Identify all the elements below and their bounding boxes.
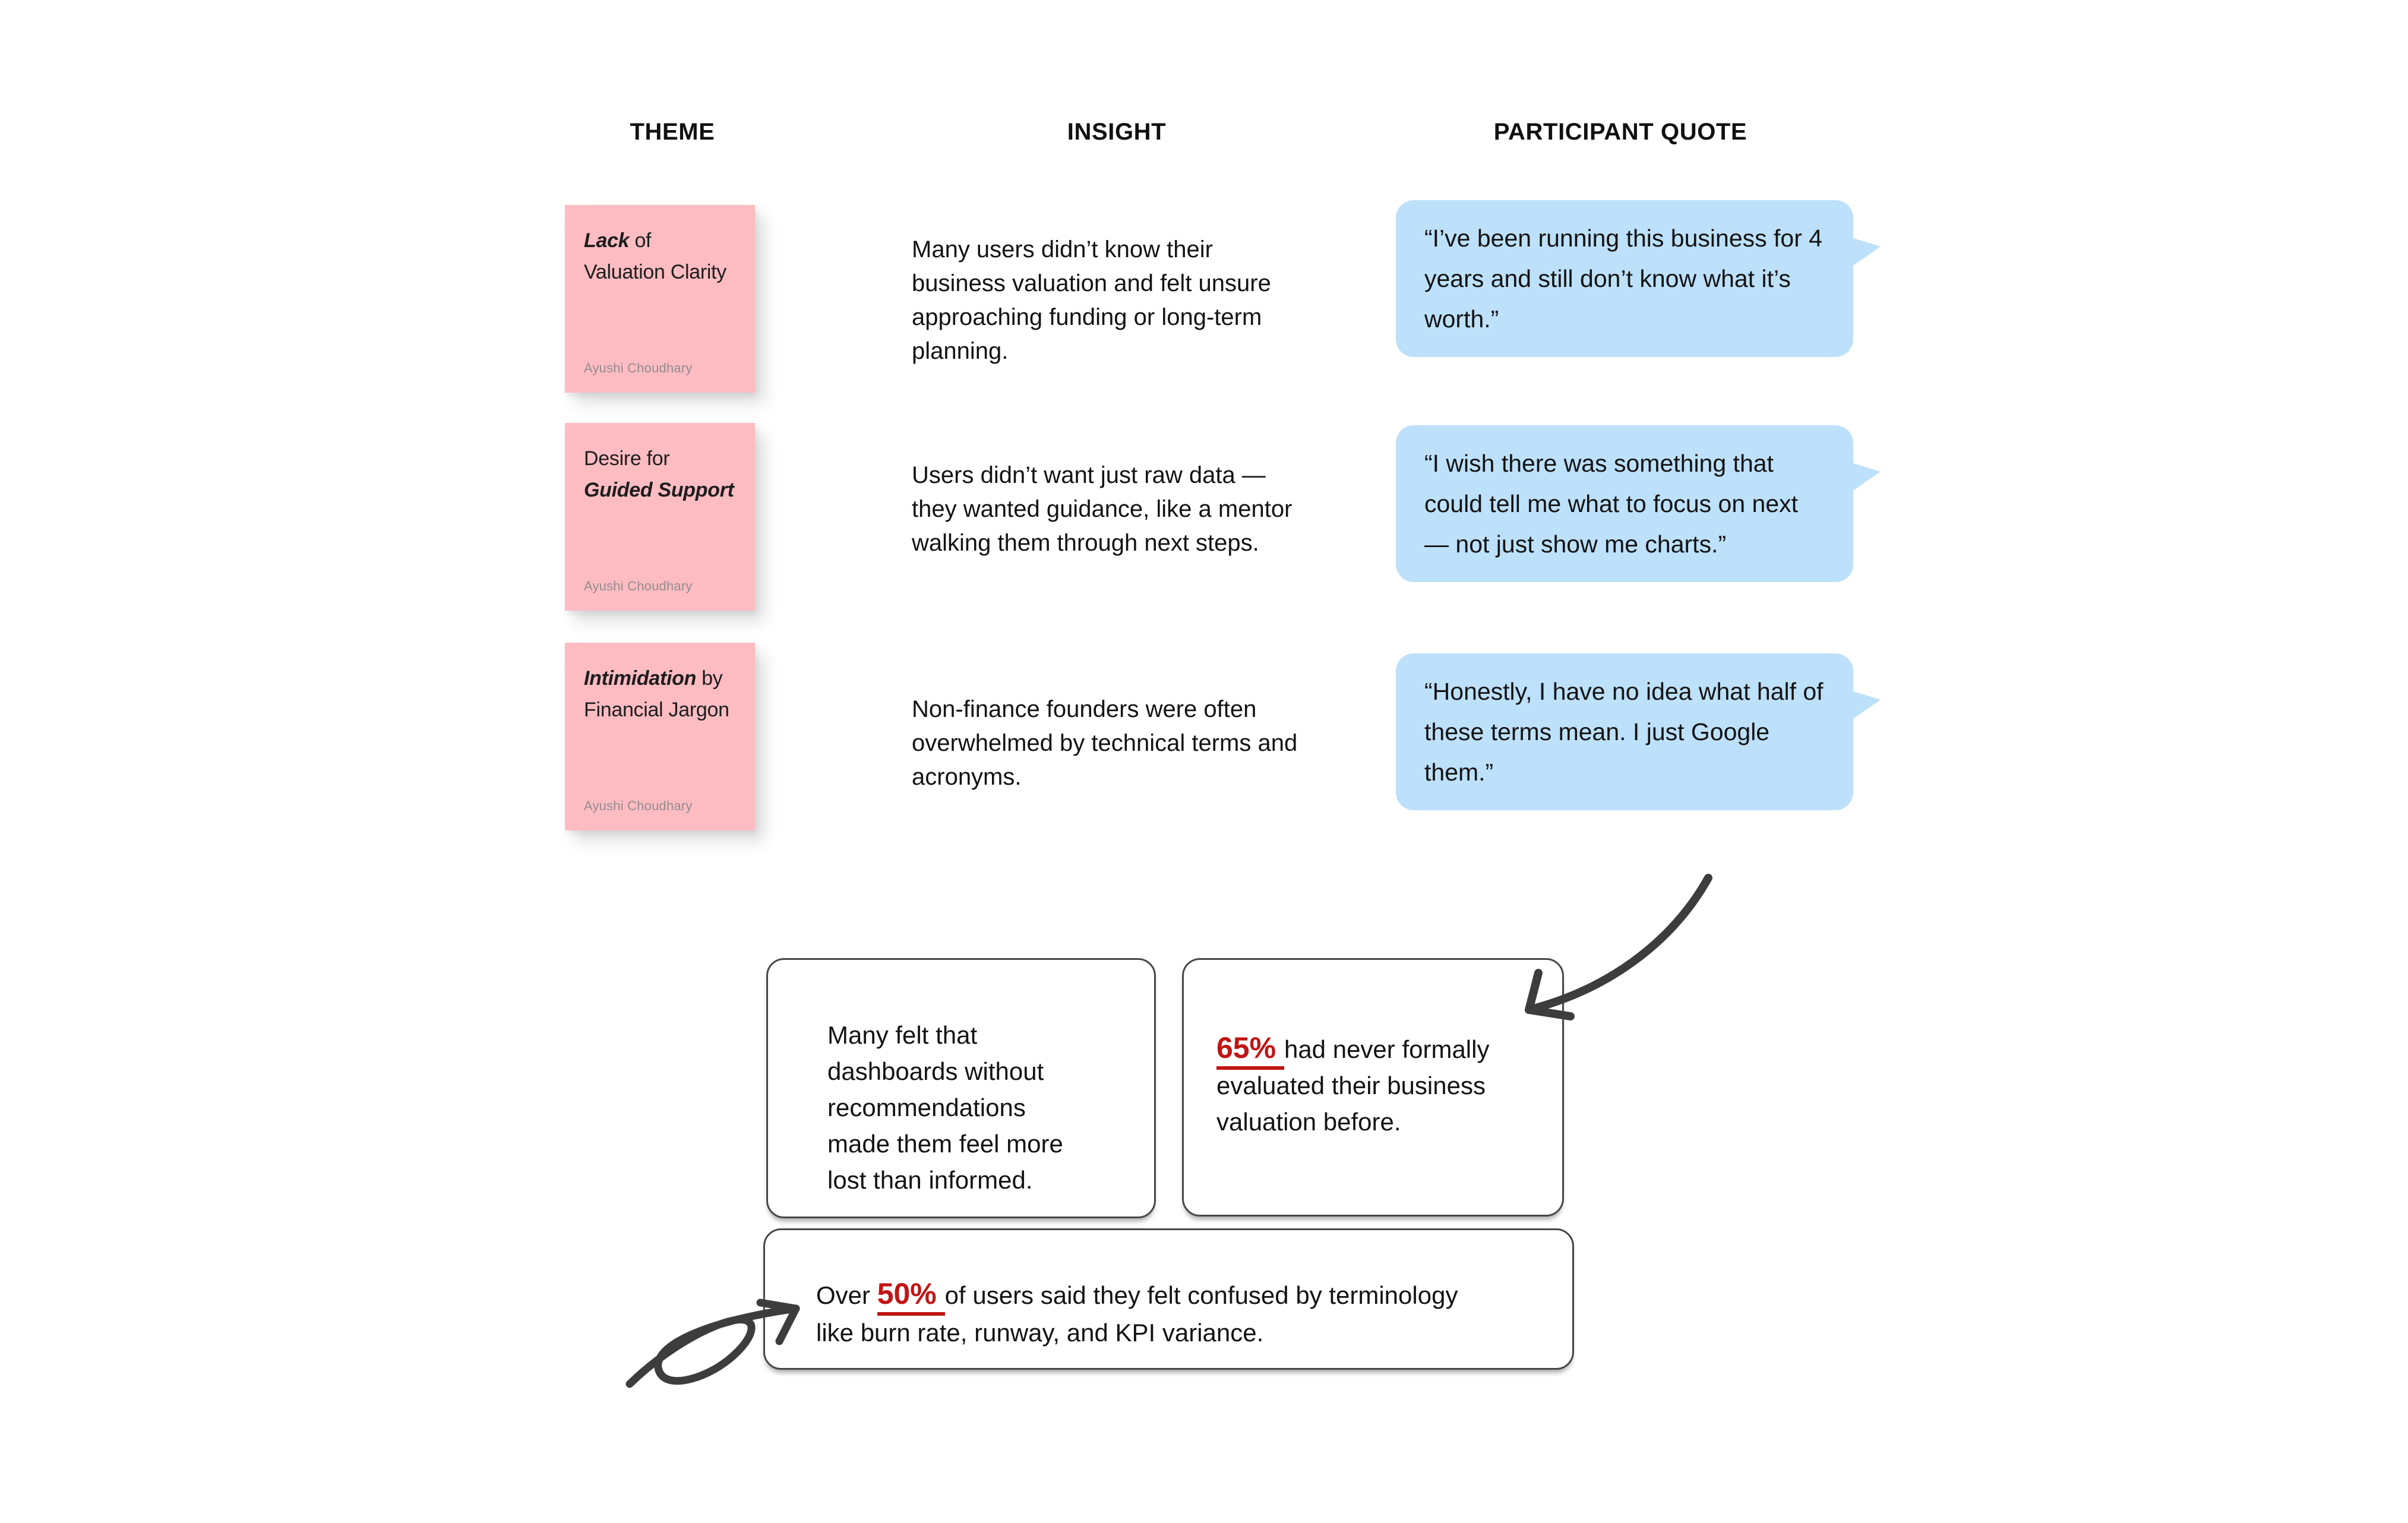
text-segment: Intimidation — [584, 667, 697, 690]
stat-box-50-percent[interactable] — [763, 1228, 1574, 1370]
participant-quote-bubble[interactable] — [1396, 200, 1853, 357]
sticky-title-line — [584, 475, 749, 506]
participant-quote-bubble[interactable] — [1396, 653, 1853, 810]
stat-box-65-percent[interactable] — [1182, 958, 1564, 1216]
stat-highlight: 50% — [877, 1277, 945, 1316]
text-segment: Valuation Clarity — [584, 261, 726, 283]
text-segment: Over — [816, 1281, 877, 1309]
insight-text: Many users didn’t know their business valuation and felt unsure approaching funding or long-term planning. — [912, 236, 1271, 364]
stat-box-dashboards[interactable] — [766, 958, 1156, 1218]
sticky-author: Ayushi Choudhary — [584, 361, 693, 375]
stat-highlight: 65% — [1216, 1031, 1284, 1070]
column-header-participant-quote: PARTICIPANT QUOTE — [1493, 119, 1747, 145]
column-header-theme: THEME — [630, 119, 715, 145]
text-segment: Guided Support — [584, 479, 734, 501]
text-segment: of users said they felt confused by terminology like burn rate, runway, and KPI variance. — [816, 1281, 1458, 1347]
sticky-title — [584, 443, 749, 506]
quote-text: “I’ve been running this business for 4 years and still don’t know what it’s worth.” — [1424, 225, 1823, 333]
sticky-title-line — [584, 663, 749, 694]
sticky-author: Ayushi Choudhary — [584, 798, 693, 813]
speech-bubble-tail-icon — [1850, 462, 1881, 493]
sticky-title-line — [584, 257, 749, 288]
sticky-title-line — [584, 225, 749, 257]
text-segment: Many felt that dashboards without recommendations made them feel more lost than informed. — [827, 1021, 1063, 1194]
sticky-title — [584, 663, 749, 726]
text-segment: by — [696, 667, 723, 690]
text-segment: had never formally evaluated their business valuation before. — [1216, 1035, 1490, 1136]
insight-text: Users didn’t want just raw data — they wanted guidance, like a mentor walking them through next steps. — [912, 462, 1293, 556]
text-segment: of — [629, 229, 652, 252]
speech-bubble-tail-icon — [1850, 690, 1881, 721]
sticky-title — [584, 225, 749, 288]
sticky-note-theme-2[interactable] — [565, 423, 755, 611]
text-segment: Desire for — [584, 447, 670, 470]
sticky-note-theme-1[interactable] — [565, 205, 755, 393]
sticky-title-line — [584, 694, 749, 726]
speech-bubble-tail-icon — [1850, 237, 1881, 268]
column-header-insight: INSIGHT — [1067, 119, 1167, 145]
text-segment: Financial Jargon — [584, 699, 729, 721]
participant-quote-bubble[interactable] — [1396, 425, 1853, 582]
text-segment: Lack — [584, 229, 630, 252]
sticky-note-theme-3[interactable] — [565, 643, 755, 830]
sticky-author: Ayushi Choudhary — [584, 579, 693, 593]
insight-text: Non-finance founders were often overwhelmed by technical terms and acronyms. — [912, 696, 1298, 790]
sticky-title-line — [584, 443, 749, 475]
quote-text: “Honestly, I have no idea what half of these terms mean. I just Google them.” — [1424, 678, 1824, 786]
quote-text: “I wish there was something that could tell me what to focus on next — not just show me charts.” — [1424, 450, 1799, 558]
